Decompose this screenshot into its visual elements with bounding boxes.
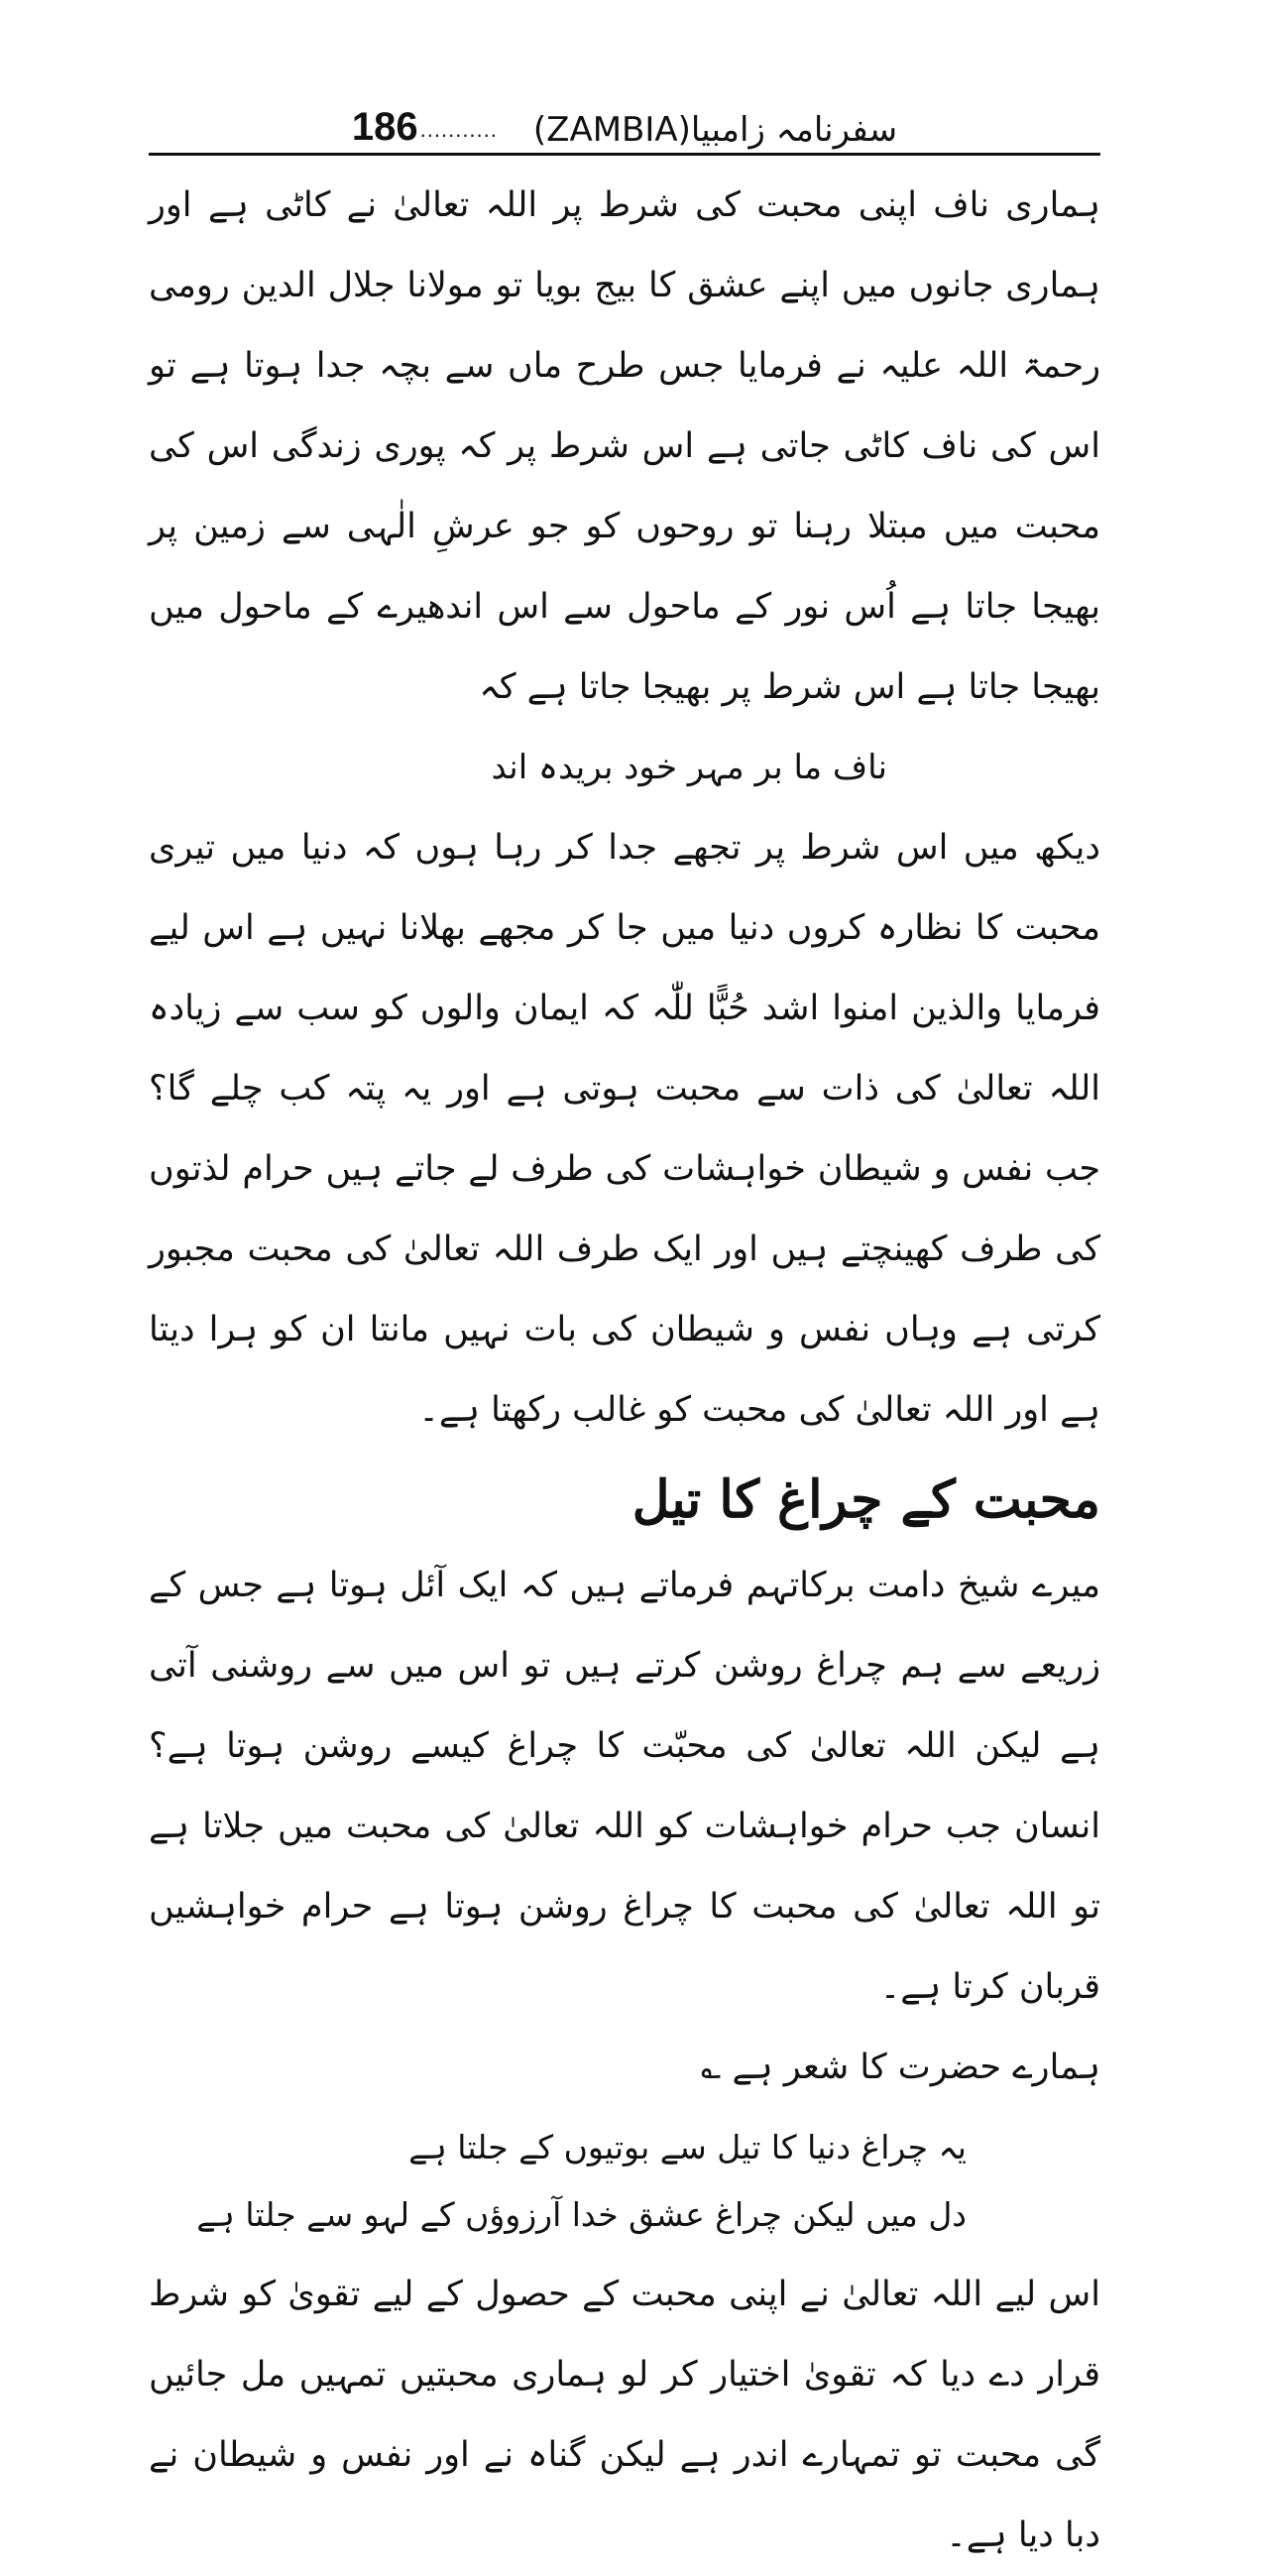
page-number: 186 [351, 105, 418, 149]
persian-verse: ناف ما بر مہر خود بریدہ اند [491, 748, 887, 787]
page-body [149, 166, 1100, 2576]
book-title: سفرنامہ زامبیا(ZAMBIA) [532, 110, 898, 150]
couplet-line-2: دل میں لیکن چراغ عشق خدا آرزوؤں کے لہو سے جلتا ہے [196, 2195, 967, 2234]
paragraph-lamp-oil: میرے شیخ دامت برکاتہم فرماتے ہیں کہ ایک آئل ہوتا ہے جس کے زریعے سے ہم چراغ روشن کرتے ہیں تو اس میں سے روشنی آتی ہے لیکن اللہ تعالیٰ کی محبّت کا چراغ کیسے روشن ہوتا ہے؟ انسان جب حرام خواہشات کو اللہ تعالیٰ کی محبت میں جلاتا ہے تو اللہ تعالیٰ کی محبت کا چراغ روشن ہوتا ہے حرام خواہشیں قربان کرتا ہے۔ [149, 1566, 1100, 2007]
paragraph-love-of-allah: دیکھ میں اس شرط پر تجھے جدا کر رہا ہوں کہ دنیا میں تیری محبت کا نظارہ کروں دنیا میں جا کر مجھے بھلانا نہیں ہے اس لیے فرمایا والذین امنوا اشد حُبًّا للّٰہ کہ ایمان والوں کو سب سے زیادہ اللہ تعالیٰ کی ذات سے محبت ہوتی ہے اور یہ پتہ کب چلے گا؟ جب نفس و شیطان خواہشات کی طرف لے جاتے ہیں حرام لذتوں کی طرف کھینچتے ہیں اور ایک طرف اللہ تعالیٰ کی محبت مجبور کرتی ہے وہاں نفس و شیطان کی بات نہیں مانتا ان کو ہرا دیتا ہے اور اللہ تعالیٰ کی محبت کو غالب رکھتا ہے۔ [149, 828, 1100, 1430]
header-leader-dots: ........... [419, 117, 498, 142]
couplet-line-1: یہ چراغ دنیا کا تیل سے بوتیوں کے جلتا ہے [408, 2128, 967, 2166]
paragraph-navel-covenant: ہماری ناف اپنی محبت کی شرط پر اللہ تعالیٰ نے کاٹی ہے اور ہماری جانوں میں اپنے عشق کا بیج بویا تو مولانا جلال الدین رومی رحمۃ اللہ علیہ نے فرمایا جس طرح ماں سے بچہ جدا ہوتا ہے تو اس کی ناف کاٹی جاتی ہے اس شرط پر کہ پوری زندگی اس کی محبت میں مبتلا رہنا تو روحوں کو جو عرشِ الٰہی سے زمین پر بھیجا جاتا ہے اُس نور کے ماحول سے اس اندھیرے کے ماحول میں بھیجا جاتا ہے اس شرط پر بھیجا جاتا ہے کہ [149, 185, 1100, 707]
section-heading: محبت کے چراغ کا تیل [631, 1469, 1100, 1530]
book-page [149, 94, 1100, 2555]
paragraph-taqwa: اس لیے اللہ تعالیٰ نے اپنی محبت کے حصول کے لیے تقویٰ کو شرط قرار دے دیا کہ تقویٰ اختیار کر لو ہماری محبتیں تمہیں مل جائیں گی محبت تو تمہارے اندر ہے لیکن گناہ نے اور نفس و شیطان نے دبا دیا ہے۔ [149, 2275, 1100, 2555]
page-header [149, 94, 1100, 156]
couplet-intro: ہمارے حضرت کا شعر ہے ؎ [700, 2048, 1100, 2087]
couplet [149, 2114, 1100, 2249]
